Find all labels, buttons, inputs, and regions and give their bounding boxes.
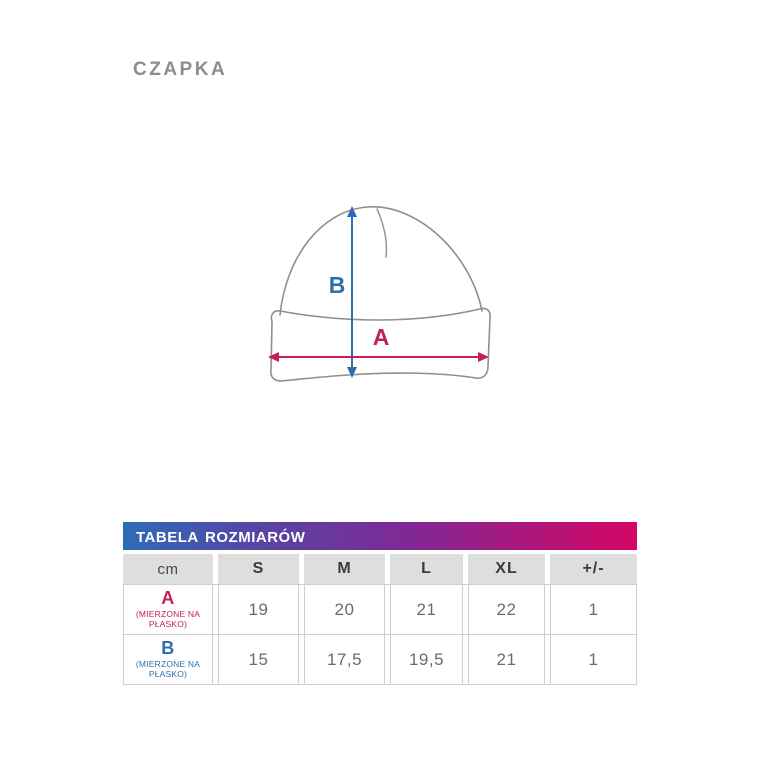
row-b-value-s: 15 (218, 635, 299, 684)
hat-measurement-diagram (258, 198, 498, 393)
row-a-value-xl: 22 (468, 585, 545, 634)
row-b-label-cell (123, 635, 213, 684)
table-row-dimension-a (123, 584, 637, 635)
row-a-note: (MIERZONE NA PŁASKO) (135, 608, 201, 630)
size-table-title-bar (123, 522, 637, 550)
row-a-value-tolerance: 1 (550, 585, 637, 634)
size-table-header-row (123, 554, 637, 584)
row-b-value-tolerance: 1 (550, 635, 637, 684)
row-b-note: (MIERZONE NA PŁASKO) (135, 658, 201, 680)
dimension-b-label: B (328, 272, 346, 298)
row-a-label-cell (123, 585, 213, 634)
column-header-s: S (218, 554, 299, 584)
page-title: CZAPKA (133, 59, 228, 80)
row-b-value-xl: 21 (468, 635, 545, 684)
row-a-value-m: 20 (304, 585, 385, 634)
column-header-cm: cm (123, 554, 213, 584)
column-header-tolerance: +/- (550, 554, 637, 584)
dimension-a-label: A (372, 324, 390, 350)
row-b-value-l: 19,5 (390, 635, 463, 684)
hat-dome-outline (280, 207, 482, 315)
row-a-value-s: 19 (218, 585, 299, 634)
dimension-a-arrow (268, 352, 489, 362)
hat-outline-drawing (258, 198, 498, 393)
size-table-title: tabela rozmiarów (136, 524, 306, 547)
row-a-letter: A (161, 587, 175, 608)
hat-crease-line (377, 209, 386, 257)
row-a-value-l: 21 (390, 585, 463, 634)
size-table (123, 522, 637, 685)
row-b-value-m: 17,5 (304, 635, 385, 684)
column-header-xl: XL (468, 554, 545, 584)
table-row-dimension-b (123, 635, 637, 685)
column-header-l: L (390, 554, 463, 584)
column-header-m: M (304, 554, 385, 584)
row-b-letter: B (161, 637, 175, 658)
